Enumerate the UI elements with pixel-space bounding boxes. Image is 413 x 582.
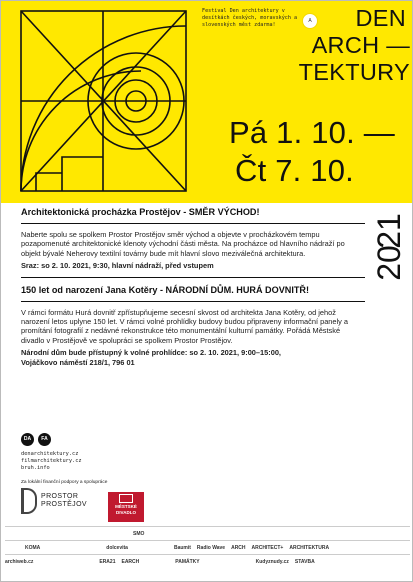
partner-dolcevita: dolcevita	[106, 544, 128, 551]
title-line-3: TEKTURY	[298, 59, 410, 85]
link-denarchitektury[interactable]: denarchitektury.cz	[21, 451, 79, 457]
title-line-1: DEN	[355, 5, 406, 31]
partner-pamatky: PAMÁTKY	[175, 558, 200, 565]
partner-stavba: STAVBA	[294, 558, 315, 565]
support-text: Za lokální finanční podpory a spolupráce	[21, 480, 108, 485]
event-content	[21, 206, 365, 367]
partners-row-2	[5, 540, 410, 554]
partner-koma: KOMA	[25, 544, 41, 551]
divadlo-line-2: DIVADLO	[116, 509, 136, 515]
partner-radio-wave: Radio Wave	[196, 544, 226, 551]
partner-earch: EARCH	[121, 558, 140, 565]
header-banner	[1, 1, 412, 203]
link-filmarchitektury[interactable]: filmarchitektury.cz	[21, 458, 82, 464]
prostor-line-2: PROSTĚJOV	[41, 501, 87, 508]
section-2-top-divider	[21, 277, 365, 278]
partners-row-3	[5, 554, 410, 568]
prostor-logo-text	[41, 493, 87, 509]
mestske-divadlo-logo	[108, 492, 144, 522]
date-to: Čt 7. 10.	[235, 153, 354, 188]
section-2-open-hours: Národní dům bude přístupný k volné prohlídce: so 2. 10. 2021, 9:00–15:00,	[21, 348, 281, 358]
divadlo-line-1: MĚSTSKÉ	[115, 504, 137, 509]
partners-row-1	[5, 526, 410, 540]
section-1-body: Naberte spolu se spolkem Prostor Prostějov směr východ a objevte v procházkovém tempu pozapomenuté architektonické klenoty východní části města. Na procházce od hlavního nádraží po objekt bývalé Neherovy textilní továrny bude mít hlavní slovo meziválečná architektura.	[21, 230, 345, 258]
year-part-2: 20	[370, 245, 407, 281]
link-bruh[interactable]: bruh.info	[21, 465, 50, 471]
partner-kudyznudy: Kudyznudy.cz	[255, 558, 289, 565]
partner-archiweb: archiweb.cz	[5, 558, 34, 565]
architecture-logo-graphic	[16, 7, 194, 197]
partner-era21: ERA21	[99, 558, 116, 565]
section-1-title: Architektonická procházka Prostějov - SMĚR VÝCHOD!	[21, 207, 260, 217]
section-1-meeting: Sraz: so 2. 10. 2021, 9:30, hlavní nádraží, před vstupem	[21, 261, 214, 271]
fa-badge: FA	[38, 433, 51, 446]
year-part-1: 21	[370, 213, 407, 249]
section-2-address: Vojáčkovo náměstí 218/1, 796 01	[21, 357, 135, 367]
partner-logos	[5, 526, 410, 568]
partner-architektura: ARCHITEKTURA	[289, 544, 330, 551]
section-1-divider	[21, 223, 365, 224]
prostor-line-1: PROSTOR	[41, 493, 79, 500]
partner-smo: SMO	[133, 530, 145, 537]
prostor-prostejov-logo	[21, 488, 87, 514]
theatre-ornament-icon	[119, 494, 133, 503]
partner-baumit: Baumit	[173, 544, 191, 551]
partner-architect: ARCHITECT+	[251, 544, 284, 551]
section-2-title: 150 let od narození Jana Kotěry - NÁRODNÍ DŮM. HURÁ DOVNITŘ!	[21, 284, 310, 295]
section-2-body: V rámci formátu Hurá dovnitř zpřístupňujeme secesní skvost od architekta Jana Kotěry, od jehož narození letos uplyne 150 let. V rámci volné prohlídky budovy budou připraveny informační panely a promítání fotografií z nedávné rekonstrukce této monumentální kulturní památky. Pořádá Městské divadlo v Prostějově ve spolupráci se spolkem Prostor Prostějov.	[21, 307, 349, 345]
prostor-p-icon	[21, 488, 37, 514]
da-badge: DA	[21, 433, 34, 446]
festival-dates	[229, 114, 395, 190]
festival-tagline: Festival Den architektury v desítkách českých, moravských a slovenských měst zdarma!	[202, 8, 298, 28]
festival-title	[288, 5, 410, 86]
festival-badges	[21, 433, 51, 446]
partner-arch: ARCH	[231, 544, 246, 551]
title-line-2: ARCH —	[311, 32, 410, 58]
date-from: Pá 1. 10. —	[229, 115, 395, 150]
festival-mark: A	[302, 13, 318, 29]
section-2-divider	[21, 301, 365, 302]
website-links	[21, 451, 82, 472]
